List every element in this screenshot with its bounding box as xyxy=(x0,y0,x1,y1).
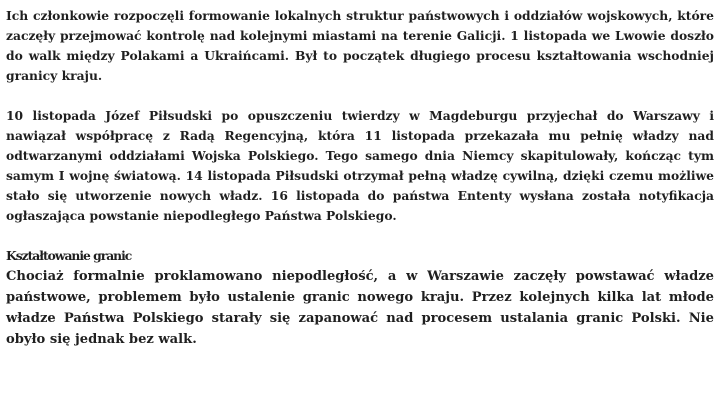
paragraph-pilsudski: 10 listopada Józef Piłsudski po opuszczeniu twierdzy w Magdeburgu przyjechał do Warszawy i nawiązał współpracę z Radą Regencyjną, która 11 listopada przekazała mu pełnię władzy nad odtwarzanymi oddziałami Wojska Polskiego. Tego samego dnia Niemcy skapitulowały, kończąc tym samym I wojnę światową. 14 listopada Piłsudski otrzymał pełną władzę cywilną, dzięki czemu możliwe stało się utworzenie nowych władz. 16 listopada do państwa Ententy wysłana została notyfikacja ogłaszająca powstanie niepodległego Państwa Polskiego. xyxy=(6,108,714,223)
paragraph-galicia: Ich członkowie rozpoczęli formowanie lokalnych struktur państwowych i oddziałów wojskowych, które zaczęły przejmować kontrolę nad kolejnymi miastami na terenie Galicji. 1 listopada we Lwowie doszło do walk między Polakami a Ukraińcami. Był to początek długiego procesu kształtowania wschodniej granicy kraju. xyxy=(6,8,714,83)
document-body xyxy=(6,6,714,350)
section-heading: Kształtowanie granic xyxy=(6,248,132,263)
paragraph-borders: Chociaż formalnie proklamowano niepodległość, a w Warszawie zaczęły powstawać władze państwowe, problemem było ustalenie granic nowego kraju. Przez kolejnych kilka lat młode władze Państwa Polskiego starały się zapanować nad procesem ustalania granic Polski. Nie obyło się jednak bez walk. xyxy=(6,269,714,347)
